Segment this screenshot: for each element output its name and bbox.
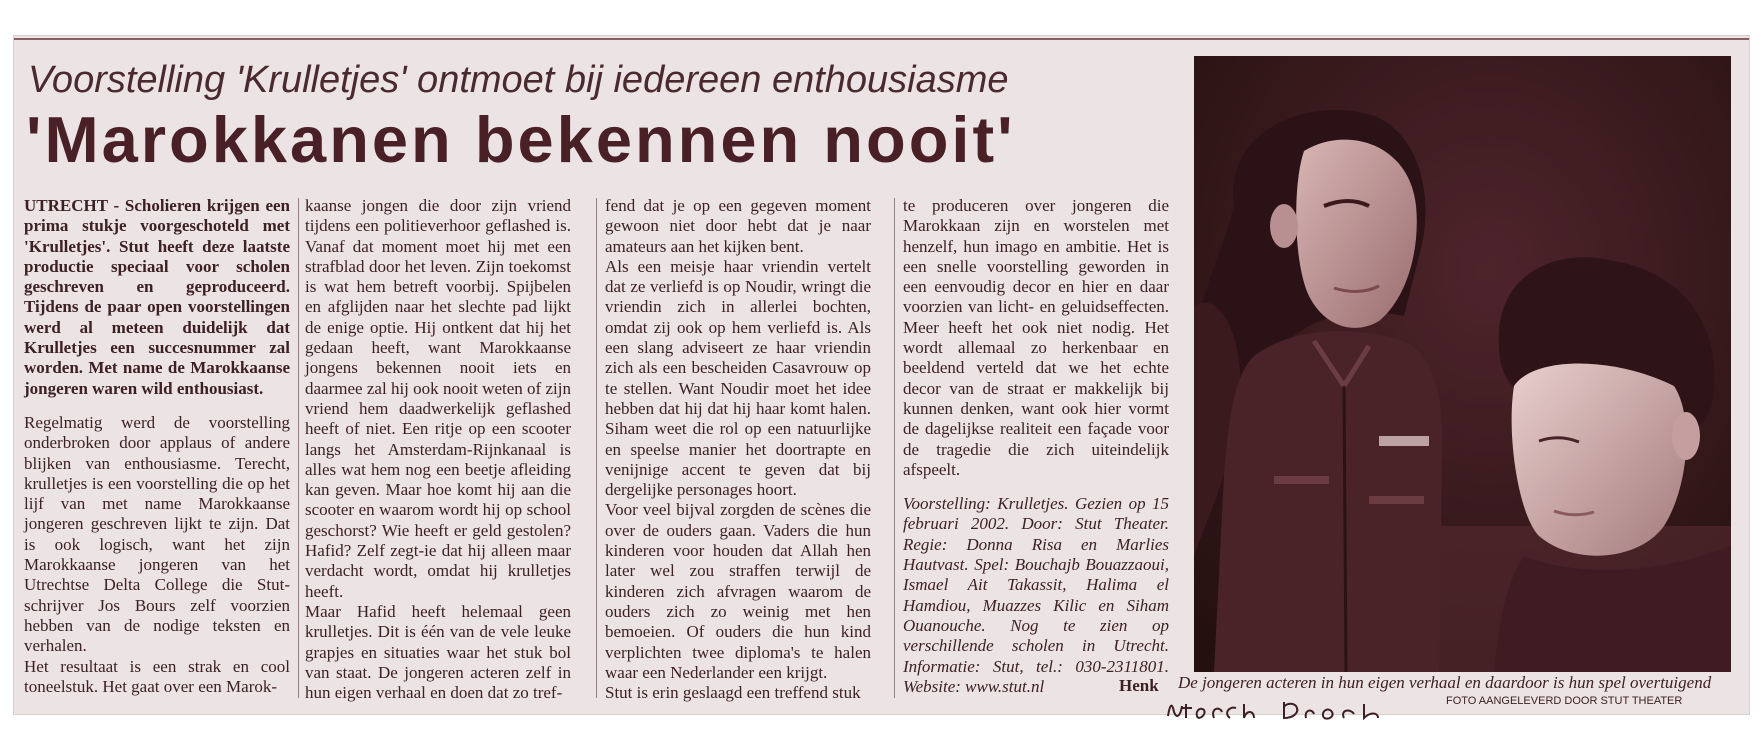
dateline: UTRECHT <box>24 196 108 215</box>
body-paragraph: Voor veel bijval zorgden de scènes die over de ouders gaan. Vaders die hun kinderen voor houden dat Allah hen later wel zou straffen terwijl de kinderen zich afvragen waarom de ouders zich zo weinig met hen bemoeien. Of ouders die hun kind verplichten twee diploma's te halen waar een Nederlander een krijgt. <box>605 500 871 682</box>
handwritten-signature <box>1164 698 1404 720</box>
top-rule <box>14 38 1749 40</box>
lead-paragraph <box>24 196 290 399</box>
production-credits: Voorstelling: Krulletjes. Gezien op 15 februari 2002. Door: Stut Theater. Regie: Donna Risa en Marlies Hautvast. Spel: Bouchajb Bouazzaoui, Ismael Ait Takassit, Halima el Hamdiou, Muazzes Kilic en Siham Ouanouche. Nog te zien op verschillende scholen in Utrecht. Informatie: Stut, tel.: 030-2311801. Website: www.stut.nl <box>903 494 1169 696</box>
body-paragraph: Regelmatig werd de voorstelling onderbroken door applaus of andere blijken van enthousiasme. Terecht, krulletjes is een voorstelling die op het lijf van met name Marokkaanse jongeren geschreven lijkt te zijn. Dat is ook logisch, want het zijn Marokkaanse jongeren van het Utrechtse Delta College die Stut-schrijver Jos Bours zelf voorzien hebben van de nodige teksten en verhalen. <box>24 412 290 656</box>
body-paragraph: Maar Hafid heeft helemaal geen krulletjes. Dit is één van de vele leuke grapjes en situaties waar het stuk bol van staat. De jongeren acteren zelf in hun eigen verhaal en doen dat zo tref- <box>305 601 571 703</box>
article-kicker: Voorstelling 'Krulletjes' ontmoet bij iedereen enthousiasme <box>28 59 1009 101</box>
column-4 <box>903 196 1169 697</box>
author-byline: Henk <box>1119 676 1159 695</box>
newspaper-clipping <box>14 36 1749 714</box>
photo-caption: De jongeren acteren in hun eigen verhaal en daardoor is hun spel overtuigend <box>1178 673 1712 692</box>
body-paragraph: fend dat je op een gegeven moment gewoon niet door hebt dat je naar amateurs aan het kijken bent. <box>605 196 871 256</box>
photo-illustration <box>1194 56 1731 672</box>
body-paragraph: Stut is erin geslaagd een treffend stuk <box>605 683 861 703</box>
column-divider <box>894 198 895 698</box>
column-2 <box>305 196 571 703</box>
lead-text: - Scholieren krijgen een prima stukje voorgeschoteld met 'Krulletjes'. Stut heeft deze laatste productie speciaal voor scholen geschreven en geproduceerd. Tijdens de paar open voorstellingen werd al meteen duidelijk dat Krulletjes een succesnummer zal worden. Met name de Marokkaanse jongeren waren wild enthousiast. <box>24 196 290 398</box>
body-paragraph: kaanse jongen die door zijn vriend tijdens een politieverhoor geflashed is. Vanaf dat moment moet hij met een strafblad door het leven. Zijn toekomst is wat hem betreft voorbij. Spijbelen en afglijden naar het slechte pad lijkt de enige optie. Hij ontkent dat hij het gedaan heeft, want Marokkaanse jongens bekennen nooit iets en daarmee zal hij ook nooit weten of zijn vriend hem daadwerkelijk geflashed heeft of niet. Een ritje op een scooter langs het Amsterdam-Rijnkanaal is alles wat hem nog een beetje afleiding kan geven. Maar hoe komt hij aan die scooter en waarom wordt hij op school geschorst? Wie heeft er geld gestolen? Hafid? Zelf zegt-ie dat hij alleen maar verdacht wordt, omdat hij krulletjes heeft. <box>305 196 571 601</box>
column-divider <box>596 198 597 698</box>
column-1 <box>24 196 290 697</box>
column-divider <box>298 198 299 698</box>
stage-photo <box>1194 56 1731 672</box>
body-paragraph: Het resultaat is een strak en cool toneelstuk. Het gaat over een Marok- <box>24 656 290 696</box>
article-headline: 'Marokkanen bekennen nooit' <box>26 103 1016 176</box>
body-paragraph: Als een meisje haar vriendin vertelt dat ze verliefd is op Noudir, wringt die vriendin zich in allerlei bochten, omdat zij ook op hem verliefd is. Als een slang adviseert ze haar vriendin zich als een bescheiden Casavrouw op te stellen. Want Noudir moet het idee hebben dat hij dat hij haar komt halen. Siham weet die rol op een natuurlijke en speelse manier het doortrapte en venijnige accent te geven dat bij dergelijke personages hoort. <box>605 256 871 500</box>
body-paragraph: te produceren over jongeren die Marokkaan zijn en worstelen met henzelf, hun imago en ambitie. Het is een snelle voorstelling geworden in een eenvoudig decor en hier en daar voorzien van licht- en geluidseffecten. Meer heeft het ook niet nodig. Het wordt allemaal zo herkenbaar en beeldend verteld dat we het echte decor van de straat er makkelijk bij kunnen denken, want ook hier vormt de dagelijkse realiteit een façade voor de tragedie die zich uiteindelijk afspeelt. <box>903 196 1169 479</box>
photo-credit: FOTO AANGELEVERD DOOR STUT THEATER <box>1446 695 1683 707</box>
column-3 <box>605 196 871 703</box>
